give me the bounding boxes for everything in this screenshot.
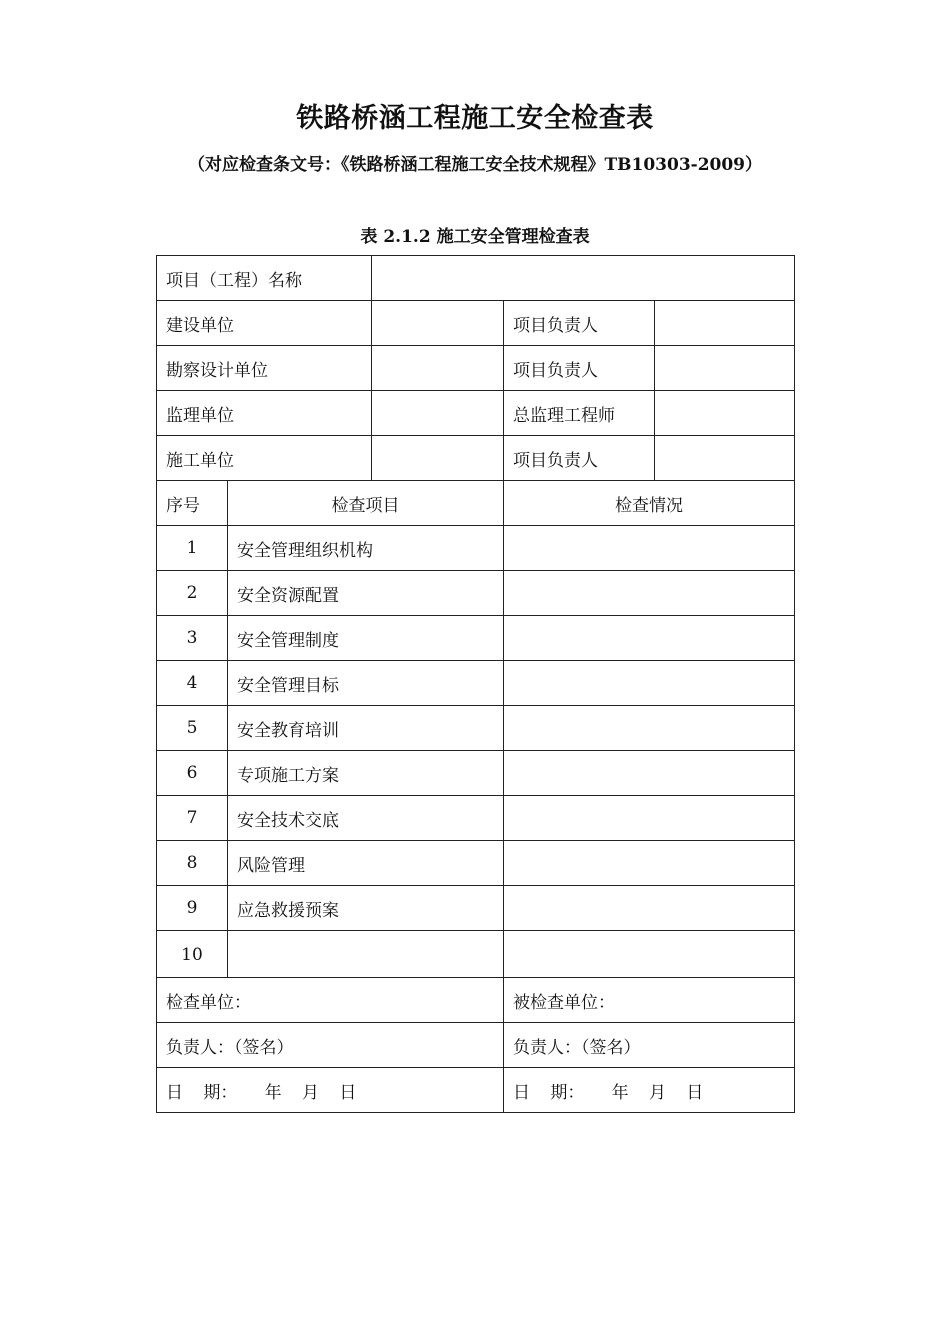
table-row [157, 796, 795, 841]
info-value[interactable] [372, 391, 504, 436]
item-no: 9 [157, 886, 228, 931]
info-right-label: 总监理工程师 [504, 391, 655, 436]
item-name: 应急救援预案 [228, 886, 504, 931]
item-no: 5 [157, 706, 228, 751]
item-no: 10 [157, 931, 228, 978]
item-name: 安全管理制度 [228, 616, 504, 661]
date-char-day: 日 [166, 1082, 183, 1103]
checklist-header-row [157, 481, 795, 526]
info-right-value[interactable] [655, 301, 795, 346]
project-name-row [157, 256, 795, 301]
month-label: 月 [301, 1082, 319, 1103]
document-title: 铁路桥涵工程施工安全检查表 [296, 103, 654, 134]
table-title: 表 2.1.2 施工安全管理检查表 [360, 227, 590, 247]
table-row [157, 706, 795, 751]
info-row [157, 301, 795, 346]
item-name: 安全管理目标 [228, 661, 504, 706]
info-right-value[interactable] [655, 436, 795, 481]
footer-date-row [157, 1068, 795, 1113]
item-no: 8 [157, 841, 228, 886]
item-status[interactable] [504, 526, 795, 571]
header-no: 序号 [157, 481, 228, 526]
info-value[interactable] [372, 346, 504, 391]
header-status: 检查情况 [504, 481, 795, 526]
table-row [157, 661, 795, 706]
item-status[interactable] [504, 661, 795, 706]
table-row [157, 931, 795, 978]
safety-check-table [156, 255, 795, 1113]
item-name: 风险管理 [228, 841, 504, 886]
month-label: 月 [648, 1082, 666, 1103]
table-row [157, 841, 795, 886]
item-status[interactable] [504, 931, 795, 978]
date-char-period: 期： [550, 1082, 585, 1103]
footer-unit-row [157, 978, 795, 1023]
item-name[interactable] [228, 931, 504, 978]
item-status[interactable] [504, 571, 795, 616]
item-no: 3 [157, 616, 228, 661]
item-name: 专项施工方案 [228, 751, 504, 796]
info-right-value[interactable] [655, 346, 795, 391]
info-right-value[interactable] [655, 391, 795, 436]
item-status[interactable] [504, 706, 795, 751]
info-label: 施工单位 [157, 436, 372, 481]
info-right-label: 项目负责人 [504, 436, 655, 481]
table-row [157, 751, 795, 796]
info-row [157, 346, 795, 391]
info-value[interactable] [372, 436, 504, 481]
info-row [157, 436, 795, 481]
table-row [157, 526, 795, 571]
item-no: 1 [157, 526, 228, 571]
item-name: 安全管理组织机构 [228, 526, 504, 571]
inspected-unit-label: 被检查单位： [504, 978, 795, 1023]
table-row [157, 616, 795, 661]
date-right [504, 1068, 795, 1113]
item-no: 2 [157, 571, 228, 616]
header-item: 检查项目 [228, 481, 504, 526]
table-row [157, 886, 795, 931]
date-char-day: 日 [513, 1082, 530, 1103]
item-no: 4 [157, 661, 228, 706]
item-status[interactable] [504, 886, 795, 931]
info-label: 勘察设计单位 [157, 346, 372, 391]
table-row [157, 571, 795, 616]
info-value[interactable] [372, 301, 504, 346]
item-no: 6 [157, 751, 228, 796]
day-label: 日 [339, 1082, 357, 1103]
year-label: 年 [611, 1082, 629, 1103]
item-status[interactable] [504, 796, 795, 841]
info-label: 监理单位 [157, 391, 372, 436]
info-right-label: 项目负责人 [504, 301, 655, 346]
info-right-label: 项目负责人 [504, 346, 655, 391]
date-left [157, 1068, 504, 1113]
responsible-left-label: 负责人：（签名） [157, 1023, 504, 1068]
document-subtitle: （对应检查条文号：《铁路桥涵工程施工安全技术规程》TB10303-2009） [187, 155, 763, 175]
date-char-period: 期： [203, 1082, 238, 1103]
item-status[interactable] [504, 616, 795, 661]
footer-signature-row [157, 1023, 795, 1068]
year-label: 年 [264, 1082, 282, 1103]
item-name: 安全技术交底 [228, 796, 504, 841]
project-name-label: 项目（工程）名称 [157, 256, 372, 301]
item-status[interactable] [504, 751, 795, 796]
item-name: 安全资源配置 [228, 571, 504, 616]
item-name: 安全教育培训 [228, 706, 504, 751]
info-label: 建设单位 [157, 301, 372, 346]
info-row [157, 391, 795, 436]
item-no: 7 [157, 796, 228, 841]
inspect-unit-label: 检查单位： [157, 978, 504, 1023]
project-name-value[interactable] [372, 256, 795, 301]
day-label: 日 [686, 1082, 704, 1103]
item-status[interactable] [504, 841, 795, 886]
responsible-right-label: 负责人：（签名） [504, 1023, 795, 1068]
